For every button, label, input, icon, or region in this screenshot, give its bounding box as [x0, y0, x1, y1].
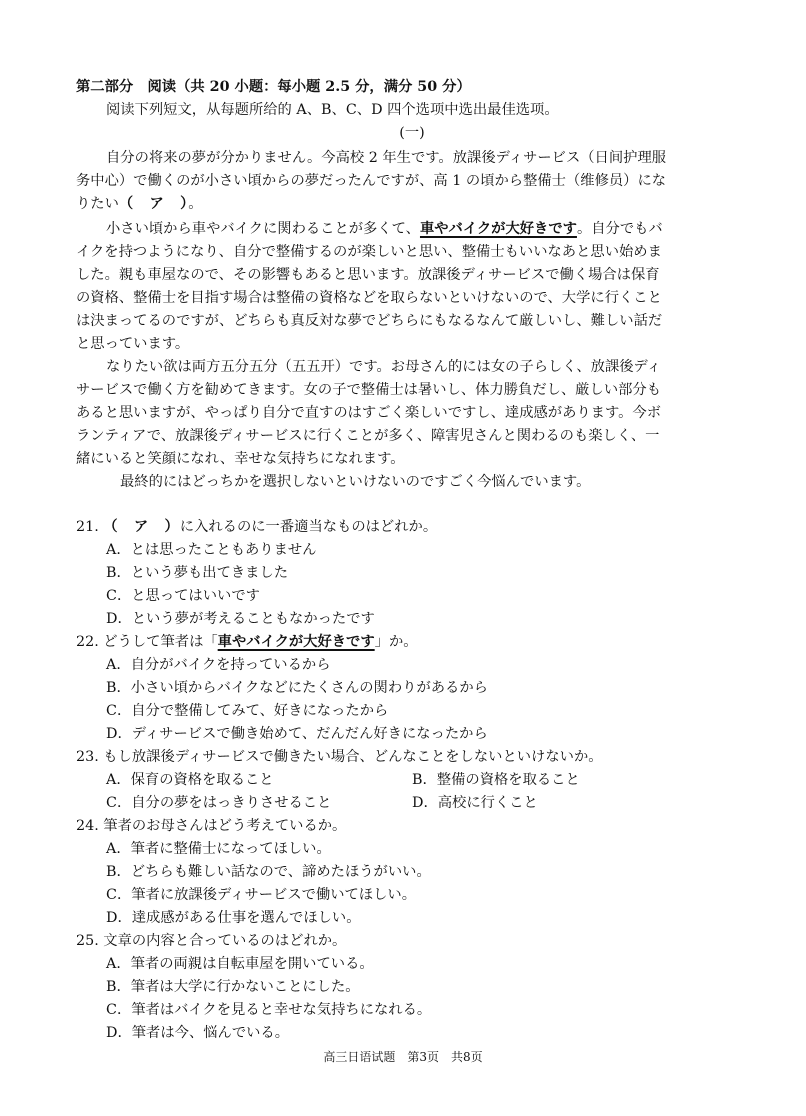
- passage-line: イクを持つようになり、自分で整備するのが楽しいと思い、整備士もいいなあと思い始めま: [76, 244, 662, 260]
- passage-line: あると思いますが、やっぱり自分で直すのはすごく楽しいですし、達成感があります。今ボ: [76, 405, 662, 421]
- question-text: 文章の内容と合っているのはどれか。: [103, 933, 347, 949]
- passage-line: ランティアで、放課後ディサービスに行くことが多く、障害児さんと関わるのも楽しく、一: [76, 428, 660, 444]
- option-b: B．小さい頃からバイクなどにたくさんの関わりがあるから: [106, 680, 488, 696]
- passage-line: 务中心）で働くのが小さい頃からの夢だったんですが、高 1 の頃から整備士（维修员）にな: [76, 173, 667, 189]
- passage-text: 小さい頃から車やバイクに関わることが多くて、: [106, 221, 420, 237]
- question-number: 24.: [76, 818, 99, 834]
- passage-line: [76, 193, 748, 215]
- option-d: D．高校に行くこと: [412, 795, 538, 811]
- option-a: A．とは思ったこともありません: [106, 542, 317, 558]
- passage-line: した。親も車屋なので、その影響もあると思います。放課後ディサービスで働く場合は保育: [76, 267, 660, 283]
- option-c: C．と思ってはいいです: [106, 588, 260, 604]
- question-stem: [76, 631, 748, 653]
- passage-line: [106, 218, 778, 240]
- passage-line: 自分の将来の夢が分かりません。今高校 2 年生です。放課後ディサービス（日间护理服: [106, 150, 667, 166]
- option-c: C．筆者はバイクを見ると幸せな気持ちになれる。: [106, 1002, 432, 1018]
- question-text: もし放課後ディサービスで働きたい場合、どんなことをしないといけないか。: [103, 749, 603, 765]
- section-instruction: 阅读下列短文，从每题所给的 A、B、C、D 四个选项中选出最佳选项。: [106, 102, 559, 118]
- passage-line: と思っています。: [76, 336, 190, 352]
- option-c: C．自分で整備してみて、好きになったから: [106, 703, 389, 719]
- question-number: 22.: [76, 634, 99, 650]
- question-number: 25.: [76, 933, 99, 949]
- passage-line: は決まってるのですが、どちらも真反対な夢でどちらにもなるなんて厳しいし、難しい話だ: [76, 313, 663, 329]
- option-a: A．自分がバイクを持っているから: [106, 657, 331, 673]
- passage-line: 最終的にはどっちかを選択しないといけないのですごく今悩んでいます。: [120, 474, 591, 490]
- option-d: D．達成感がある仕事を選んでほしい。: [106, 910, 361, 926]
- question-text: 筆者のお母さんはどう考えているか。: [103, 818, 347, 834]
- question-stem: [76, 815, 748, 837]
- question-number: 21.: [76, 519, 99, 535]
- option-b: B．整備の資格を取ること: [412, 772, 580, 788]
- underlined-phrase: 車やバイクが大好きです: [419, 221, 577, 237]
- option-a: A．筆者の両親は自転車屋を開いている。: [106, 956, 374, 972]
- underlined-phrase: 車やバイクが大好きです: [217, 634, 375, 650]
- blank-a: （ ア ）: [103, 519, 180, 535]
- question-stem: [76, 930, 748, 952]
- page-footer: 高三日语试题 第3页 共8页: [323, 1050, 483, 1064]
- option-d: D．ディサービスで働き始めて、だんだん好きになったから: [106, 726, 488, 742]
- passage-line: なりたい欲は両方五分五分（五五开）です。お母さん的には女の子らしく、放課後ディ: [106, 359, 661, 375]
- passage-text: りたい: [76, 196, 119, 212]
- question-text: 」か。: [374, 634, 418, 650]
- option-c: C．筆者に放課後ディサービスで働いてほしい。: [106, 887, 417, 903]
- option-a: A．保育の資格を取ること: [106, 772, 274, 788]
- passage-number: (一): [399, 125, 425, 141]
- option-b: B．どちらも難しい話なので、諦めたほうがいい。: [106, 864, 431, 880]
- blank-a: （ ア ）: [118, 196, 189, 212]
- question-stem: [76, 746, 748, 768]
- question-text: に入れるのに一番適当なものはどれか。: [179, 519, 438, 535]
- question-stem: [76, 516, 748, 538]
- passage-text: 。: [188, 196, 203, 212]
- question-text: どうして筆者は「: [103, 634, 218, 650]
- option-a: A．筆者に整備士になってほしい。: [106, 841, 331, 857]
- option-d: D．という夢が考えることもなかったです: [106, 611, 375, 627]
- question-number: 23.: [76, 749, 99, 765]
- option-b: B．筆者は大学に行かないことにした。: [106, 979, 360, 995]
- passage-line: の資格、整備士を目指す場合は整備の資格などを取らないといけないので、大学に行くこと: [76, 290, 662, 306]
- option-d: D．筆者は今、悩んでいる。: [106, 1025, 290, 1041]
- option-c: C．自分の夢をはっきりさせること: [106, 795, 332, 811]
- passage-line: サービスで働く方を勧めてきます。女の子で整備士は暑いし、体力勝負だし、厳しい部分も: [76, 382, 662, 398]
- option-b: B．という夢も出てきました: [106, 565, 289, 581]
- passage-text: 。自分でもバ: [576, 221, 663, 237]
- passage-line: 緒にいると笑顔になれ、幸せな気持ちになれます。: [76, 451, 405, 467]
- section-header: 第二部分 阅读（共 20 小题：每小题 2.5 分，满分 50 分）: [76, 79, 471, 95]
